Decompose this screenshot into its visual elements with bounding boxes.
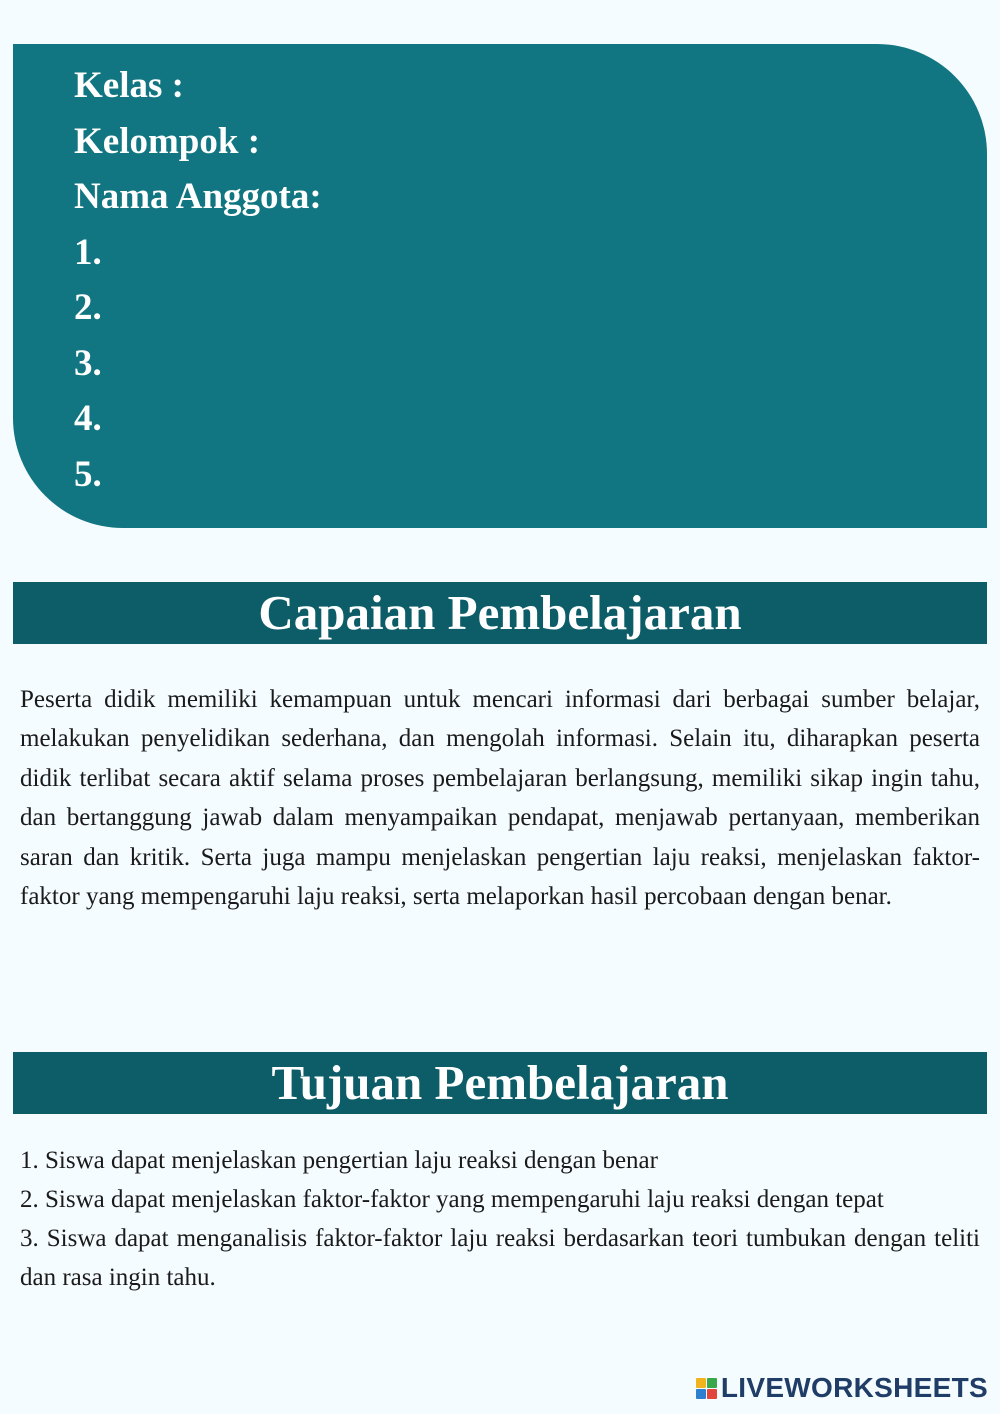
- liveworksheets-wordmark: LIVEWORKSHEETS: [720, 1372, 988, 1403]
- logo-square-blue: [696, 1389, 706, 1399]
- tujuan-item-3: 3. Siswa dapat menganalisis faktor-faktor laju reaksi berdasarkan teori tumbukan dengan teliti dan rasa ingin tahu.: [20, 1225, 980, 1291]
- tujuan-heading: Tujuan Pembelajaran: [13, 1052, 987, 1114]
- logo-square-red: [707, 1389, 717, 1399]
- tujuan-list: [20, 1141, 980, 1297]
- member-number-2: 2.: [74, 287, 102, 328]
- liveworksheets-logo-icon: [696, 1378, 717, 1399]
- member-number-3: 3.: [74, 342, 102, 384]
- member-number-1: 1.: [74, 231, 102, 273]
- kelompok-label: Kelompok :: [74, 120, 261, 162]
- logo-square-green: [707, 1378, 717, 1388]
- member-number-5: 5.: [74, 453, 102, 495]
- tujuan-item-2: 2. Siswa dapat menjelaskan faktor-faktor yang mempengaruhi laju reaksi dengan tepat: [20, 1186, 884, 1213]
- student-info-fields: [74, 58, 322, 502]
- capaian-paragraph: Peserta didik memiliki kemampuan untuk mencari informasi dari berbagai sumber belajar, melakukan penyelidikan sederhana, dan mengolah informasi. Selain itu, diharapkan peserta didik terlibat secara aktif selama proses pembelajaran berlangsung, memiliki sikap ingin tahu, dan bertanggung jawab dalam menyampaikan pendapat, menjawab pertanyaan, memberikan saran dan kritik. Serta juga mampu menjelaskan pengertian laju reaksi, menjelaskan faktor-faktor yang mempengaruhi laju reaksi, serta melaporkan hasil percobaan dengan benar.: [20, 686, 980, 911]
- tujuan-item-1: 1. Siswa dapat menjelaskan pengertian laju reaksi dengan benar: [20, 1147, 658, 1174]
- member-number-4: 4.: [74, 398, 102, 439]
- kelas-label: Kelas :: [74, 65, 184, 106]
- nama-anggota-label: Nama Anggota:: [74, 176, 322, 217]
- logo-square-yellow: [696, 1378, 706, 1388]
- liveworksheets-brand: [696, 1373, 988, 1403]
- capaian-heading: Capaian Pembelajaran: [13, 582, 987, 644]
